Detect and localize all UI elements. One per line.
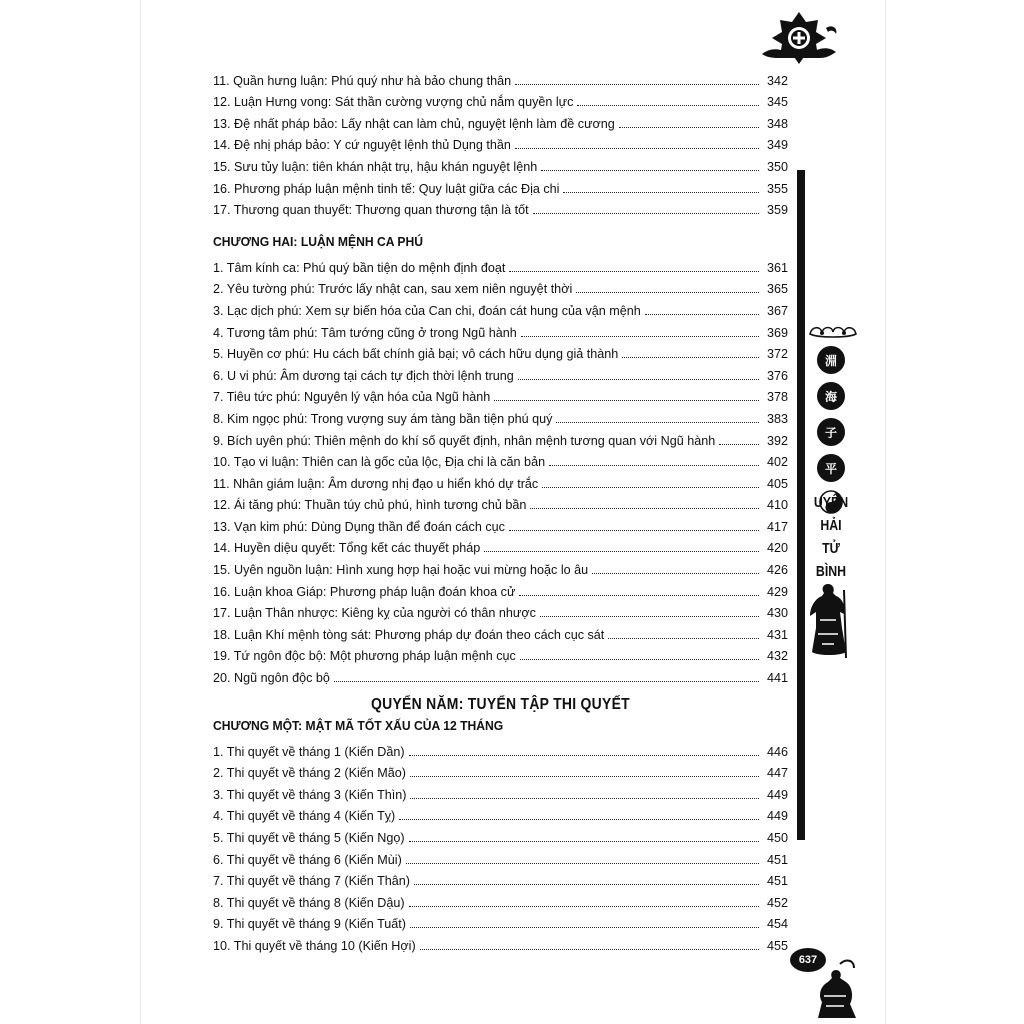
- dot-leader: [608, 638, 759, 639]
- toc-entry: [213, 383, 788, 405]
- toc-entry-page: 355: [766, 181, 788, 196]
- dot-leader: [576, 292, 759, 293]
- dot-leader: [542, 487, 759, 488]
- sidebar-bar: [797, 170, 805, 840]
- toc-entry: [213, 152, 788, 174]
- toc-entry-title: 19. Tứ ngôn độc bộ: Một phương pháp luận mệnh cục: [213, 649, 516, 664]
- toc-entry: [213, 296, 788, 318]
- vertical-title-word-4: BÌNH: [815, 564, 847, 580]
- toc-entry-page: 451: [766, 852, 788, 867]
- dot-leader: [592, 573, 759, 574]
- dot-leader: [410, 798, 759, 799]
- toc-entry-title: 2. Thi quyết về tháng 2 (Kiến Mão): [213, 766, 406, 781]
- toc-entry-title: 15. Sưu tủy luận: tiên khán nhật trụ, hậu khán nguyệt lệnh: [213, 159, 538, 174]
- toc-entry-title: 14. Huyền diệu quyết: Tổng kết các thuyết pháp: [213, 541, 481, 556]
- toc-entry: [213, 931, 788, 953]
- toc-top-entries: [213, 66, 788, 217]
- toc-entry-page: 376: [766, 368, 788, 383]
- toc-entry: [213, 620, 788, 642]
- toc-entry-page: 392: [766, 433, 788, 448]
- toc-entry-title: 8. Kim ngọc phú: Trong vượng suy ám tàng bần tiện phú quý: [213, 411, 553, 426]
- dot-leader: [409, 755, 759, 756]
- toc-entry-title: 3. Thi quyết về tháng 3 (Kiến Thìn): [213, 787, 407, 802]
- toc-entry: [213, 577, 788, 599]
- toc-entry: [213, 253, 788, 275]
- toc-entry-title: 1. Thi quyết về tháng 1 (Kiến Dần): [213, 744, 405, 759]
- toc-entry-title: 4. Tương tâm phú: Tâm tướng cũng ở trong Ngũ hành: [213, 325, 517, 340]
- dot-leader: [622, 357, 759, 358]
- dot-leader: [563, 192, 759, 193]
- toc-entry: [213, 88, 788, 110]
- toc-entry-page: 455: [766, 938, 788, 953]
- toc-entry-page: 420: [766, 541, 788, 556]
- toc-entry-title: 10. Tạo vi luận: Thiên can là gốc của lộc, Địa chi là căn bản: [213, 455, 546, 470]
- toc-entry-page: 441: [766, 671, 788, 686]
- toc-entry: [213, 555, 788, 577]
- toc-entry: [213, 361, 788, 383]
- toc-entry: [213, 131, 788, 153]
- seal-char-2: 海: [817, 382, 845, 410]
- dot-leader: [409, 906, 759, 907]
- dot-leader: [484, 551, 759, 552]
- dot-leader: [515, 148, 759, 149]
- toc-entry-title: 7. Thi quyết về tháng 7 (Kiến Thân): [213, 874, 410, 889]
- dot-leader: [494, 400, 759, 401]
- toc-entry-page: 359: [766, 203, 788, 218]
- dot-leader: [410, 776, 759, 777]
- dot-leader: [519, 595, 759, 596]
- toc-entry-title: 13. Đệ nhất pháp bảo: Lấy nhật can làm chủ, nguyệt lệnh làm đề cương: [213, 116, 615, 131]
- toc-entry-title: 8. Thi quyết về tháng 8 (Kiến Dậu): [213, 895, 405, 910]
- toc-entry-page: 378: [766, 390, 788, 405]
- toc-entry-page: 361: [766, 260, 788, 275]
- dot-leader: [409, 841, 759, 842]
- dot-leader: [719, 444, 759, 445]
- vertical-title-word-2: HẢI: [820, 518, 842, 534]
- toc-entry: [213, 599, 788, 621]
- toc-entry-title: 16. Phương pháp luận mệnh tinh tế: Quy luật giữa các Địa chi: [213, 181, 560, 196]
- vertical-book-title: [811, 492, 850, 584]
- seal-char-4: 平: [817, 454, 845, 482]
- toc-entry: [213, 759, 788, 781]
- toc-entry-title: 5. Thi quyết về tháng 5 (Kiến Ngọ): [213, 831, 405, 845]
- toc-entry-title: 18. Luận Khí mệnh tòng sát: Phương pháp dự đoán theo cách cục sát: [213, 627, 605, 642]
- dot-leader: [414, 884, 759, 885]
- toc-entry-page: 449: [766, 787, 788, 802]
- toc-entry-title: 12. Luận Hưng vong: Sát thần cường vượng chủ nắm quyền lực: [213, 95, 574, 110]
- toc-entry: [213, 780, 788, 802]
- toc-entry-title: 13. Vạn kim phú: Dùng Dụng thần để đoán cách cục: [213, 519, 505, 534]
- dot-leader: [549, 465, 759, 466]
- toc-entry-page: 369: [766, 325, 788, 340]
- toc-entry-title: 4. Thi quyết về tháng 4 (Kiến Tỵ): [213, 809, 396, 824]
- toc-entry-page: 429: [766, 584, 788, 599]
- toc-entry-title: 6. Thi quyết về tháng 6 (Kiến Mùi): [213, 852, 402, 867]
- chapter-heading: CHƯƠNG HAI: LUẬN MỆNH CA PHÚ: [213, 234, 424, 250]
- toc-entry-title: 2. Yêu tường phú: Trước lấy nhật can, sau xem niên nguyệt thời: [213, 282, 573, 297]
- toc-entry: [213, 404, 788, 426]
- lotus-ornament-icon: [756, 8, 842, 70]
- toc-entry: [213, 802, 788, 824]
- dot-leader: [406, 863, 759, 864]
- toc-book5-entries: [213, 737, 788, 953]
- toc-entry: [213, 512, 788, 534]
- toc-entry-page: 349: [766, 138, 788, 153]
- toc-entry-page: 405: [766, 476, 788, 491]
- toc-entry-title: 9. Bích uyên phú: Thiên mệnh do khí số quyết định, nhân mệnh tương quan với Ngũ hành: [213, 433, 716, 448]
- dot-leader: [518, 379, 759, 380]
- toc-entry-title: 17. Thương quan thuyết: Thương quan thương tận là tốt: [213, 203, 529, 218]
- toc-entry-page: 372: [766, 347, 788, 362]
- dot-leader: [520, 659, 759, 660]
- toc-entry-page: 454: [766, 917, 788, 932]
- toc-entry-page: 410: [766, 498, 788, 513]
- toc-entry-title: 9. Thi quyết về tháng 9 (Kiến Tuất): [213, 917, 406, 932]
- dot-leader: [540, 616, 759, 617]
- toc-entry-title: 7. Tiêu tức phú: Nguyên lý vận hóa của Ngũ hành: [213, 390, 491, 405]
- toc-entry-page: 342: [766, 73, 788, 88]
- toc-entry-title: 3. Lạc dịch phú: Xem sự biến hóa của Can chi, đoán cát hung của vận mệnh: [213, 303, 641, 318]
- dot-leader: [410, 927, 759, 928]
- toc-entry: [213, 534, 788, 556]
- toc-entry: [213, 318, 788, 340]
- dot-leader: [541, 170, 759, 171]
- toc-entry: [213, 196, 788, 218]
- toc-entry: [213, 275, 788, 297]
- dot-leader: [645, 314, 759, 315]
- warrior-figure-icon: [810, 940, 860, 1020]
- toc-entry: [213, 491, 788, 513]
- vertical-title-word-3: TỬ: [822, 541, 840, 557]
- toc-entry: [213, 469, 788, 491]
- toc-entry: [213, 642, 788, 664]
- toc-entry-title: 15. Uyên nguồn luận: Hình xung hợp hại hoặc vui mừng hoặc lo âu: [213, 563, 589, 578]
- toc-entry-page: 426: [766, 563, 788, 578]
- toc-entry-page: 350: [766, 159, 788, 174]
- toc-entry-page: 402: [766, 455, 788, 470]
- dot-leader: [521, 336, 759, 337]
- toc-entry: [213, 174, 788, 196]
- toc-entry-title: 11. Quần hưng luận: Phú quý như hà bảo chung thân: [213, 73, 512, 88]
- toc-entry: [213, 845, 788, 867]
- toc-entry-page: 430: [766, 606, 788, 621]
- dot-leader: [509, 271, 759, 272]
- toc-entry-page: 345: [766, 95, 788, 110]
- toc-entry-page: 447: [766, 766, 788, 781]
- toc-entry: [213, 340, 788, 362]
- toc-entry-page: 367: [766, 303, 788, 318]
- dot-leader: [619, 127, 759, 128]
- toc-entry: [213, 888, 788, 910]
- toc-entry: [213, 66, 788, 88]
- toc-entry: [213, 109, 788, 131]
- toc-entry: [213, 737, 788, 759]
- toc-chapter2-entries: [213, 253, 788, 685]
- toc-entry-title: 1. Tâm kính ca: Phú quý bần tiện do mệnh định đoạt: [213, 260, 506, 275]
- toc-entry-page: 450: [766, 831, 788, 845]
- dot-leader: [334, 681, 759, 682]
- toc-entry-title: 6. U vi phú: Âm dương tại cách tự địch thời lệnh trung: [213, 368, 514, 383]
- toc-entry-title: 5. Huyền cơ phú: Hu cách bất chính giả bại; vô cách hữu dụng giả thành: [213, 347, 619, 362]
- seal-char-1: 淵: [817, 346, 845, 374]
- toc-entry-page: 383: [766, 411, 788, 426]
- toc-entry-page: 452: [766, 895, 788, 910]
- toc-entry-title: 16. Luận khoa Giáp: Phương pháp luận đoán khoa cử: [213, 584, 516, 599]
- toc-entry-title: 20. Ngũ ngôn độc bộ: [213, 671, 330, 686]
- dot-leader: [577, 105, 759, 106]
- dot-leader: [530, 508, 759, 509]
- toc-entry-page: 431: [766, 627, 788, 642]
- vertical-title-word-1: UYÊN: [813, 495, 849, 511]
- toc-entry: [213, 426, 788, 448]
- page-number-badge: 637: [790, 948, 826, 972]
- toc-entry: [213, 910, 788, 932]
- toc-entry-page: 348: [766, 116, 788, 131]
- toc-entry-page: 417: [766, 519, 788, 534]
- toc-entry-page: 432: [766, 649, 788, 664]
- toc-entry: [213, 867, 788, 889]
- dot-leader: [556, 422, 759, 423]
- toc-entry-title: 17. Luận Thân nhược: Kiêng kỵ của người có thân nhược: [213, 606, 536, 621]
- toc-entry-page: 446: [766, 744, 788, 759]
- book-heading: QUYỂN NĂM: TUYỂN TẬP THI QUYẾT: [371, 696, 630, 714]
- toc-entry-page: 365: [766, 282, 788, 297]
- chapter-heading: CHƯƠNG MỘT: MẬT MÃ TỐT XẤU CỦA 12 THÁNG: [213, 718, 504, 734]
- cloud-ornament-icon: [808, 322, 858, 340]
- toc-entry-title: 14. Đệ nhị pháp bảo: Y cứ nguyệt lệnh thủ Dụng thần: [213, 138, 511, 153]
- toc-entry: [213, 448, 788, 470]
- dot-leader: [533, 213, 759, 214]
- dot-leader: [399, 819, 759, 820]
- seal-char-3: 子: [817, 418, 845, 446]
- toc-entry: [213, 663, 788, 685]
- toc-entry-page: 451: [766, 874, 788, 889]
- toc-entry-title: 11. Nhân giám luận: Âm dương nhị đạo u hiển khó dự trắc: [213, 476, 539, 491]
- dot-leader: [509, 530, 759, 531]
- dot-leader: [420, 949, 759, 950]
- toc-entry: [213, 823, 788, 845]
- toc-entry-page: 449: [766, 809, 788, 824]
- toc-entry-title: 12. Ái tăng phú: Thuần túy chủ phú, hình tương chủ bần: [213, 498, 527, 513]
- table-of-contents: [213, 66, 788, 953]
- sage-figure-icon: [806, 580, 850, 660]
- dot-leader: [515, 84, 759, 85]
- toc-entry-title: 10. Thi quyết về tháng 10 (Kiến Hợi): [213, 938, 416, 953]
